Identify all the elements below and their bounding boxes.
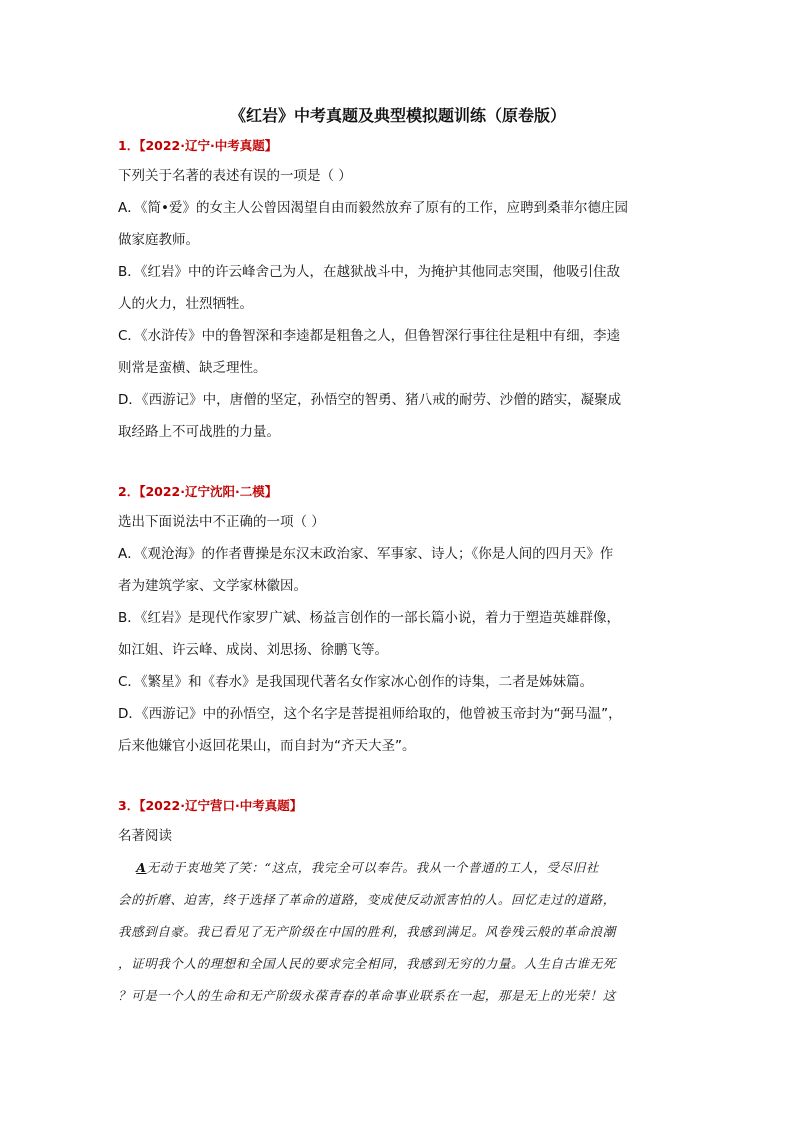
question-number: 3．: [118, 798, 140, 813]
option-line: 者为建筑学家、文学家林徽因。: [118, 578, 307, 594]
option-line: B．《红岩》是现代作家罗广斌、杨益言创作的一部长篇小说，着力于塑造英雄群像，: [118, 610, 621, 626]
passage-line: 我感到自豪。我已看见了无产阶级在中国的胜利，我感到满足。风卷残云般的革命浪潮: [118, 924, 616, 939]
option-line: A．《简•爱》的女主人公曾因渴望自由而毅然放弃了原有的工作，应聘到桑菲尔德庄园: [118, 200, 628, 216]
question-number: 2．: [118, 484, 140, 499]
option-line: C．《繁星》和《春水》是我国现代著名女作家冰心创作的诗集，二者是姊妹篇。: [118, 674, 594, 690]
spacer: [118, 448, 678, 478]
option-line: A．《观沧海》的作者曹操是东汉末政治家、军事家、诗人；《你是人间的四月天》作: [118, 546, 614, 562]
reading-passage: [118, 852, 678, 1012]
passage-text: 无动于衷地笑了笑：“这点，我完全可以奉告。我从一个普通的工人，受尽旧社: [146, 860, 600, 875]
page-title: 《红岩》中考真题及典型模拟题训练（原卷版）: [229, 106, 566, 125]
question-source-tag: 【2022·辽宁沈阳·二模】: [139, 484, 278, 499]
option-line: D．《西游记》中，唐僧的坚定，孙悟空的智勇、猪八戒的耐劳、沙僧的踏实，凝聚成: [118, 392, 622, 408]
passage-line: 会的折磨、迫害，终于选择了革命的道路，变成使反动派害怕的人。回忆走过的道路，: [118, 892, 616, 907]
passage-line: ？可是一个人的生命和无产阶级永葆青春的革命事业联系在一起，那是无上的光荣！这: [118, 988, 616, 1003]
question-stem: 选出下面说法中不正确的一项（ ）: [118, 514, 325, 530]
option-line: 则常是蛮横、缺乏理性。: [118, 360, 267, 376]
option-line: 人的火力，壮烈牺牲。: [118, 296, 253, 312]
spacer: [118, 762, 678, 792]
option-line: 取经路上不可战胜的力量。: [118, 424, 280, 440]
question-stem: 名著阅读: [118, 828, 172, 844]
question-1: [118, 132, 678, 448]
option-line: 后来他嫌官小返回花果山，而自封为“齐天大圣”。: [118, 738, 416, 754]
question-number: 1．: [118, 138, 140, 153]
question-header: [118, 792, 678, 820]
passage-line: ，证明我个人的理想和全国人民的要求完全相同，我感到无穷的力量。人生自古谁无死: [118, 956, 616, 971]
passage-line: [118, 852, 678, 884]
option-line: B．《红岩》中的许云峰舍己为人，在越狱战斗中，为掩护其他同志突围，他吸引住敌: [118, 264, 621, 280]
question-3: [118, 792, 678, 1012]
question-stem: 下列关于名著的表述有误的一项是（ ）: [118, 168, 352, 184]
option-line: C．《水浒传》中的鲁智深和李逵都是粗鲁之人，但鲁智深行事往往是粗中有细，李逵: [118, 328, 621, 344]
document-page: [118, 100, 678, 1012]
option-line: 做家庭教师。: [118, 232, 199, 248]
question-header: [118, 132, 678, 160]
option-line: D．《西游记》中的孙悟空，这个名字是菩提祖师给取的，他曾被玉帝封为“弼马温”，: [118, 706, 622, 722]
question-source-tag: 【2022·辽宁营口·中考真题】: [139, 798, 303, 813]
passage-marker: A: [136, 860, 147, 875]
question-header: [118, 478, 678, 506]
option-line: 如江姐、许云峰、成岗、刘思扬、徐鹏飞等。: [118, 642, 388, 658]
question-source-tag: 【2022·辽宁·中考真题】: [139, 138, 278, 153]
question-2: [118, 478, 678, 762]
